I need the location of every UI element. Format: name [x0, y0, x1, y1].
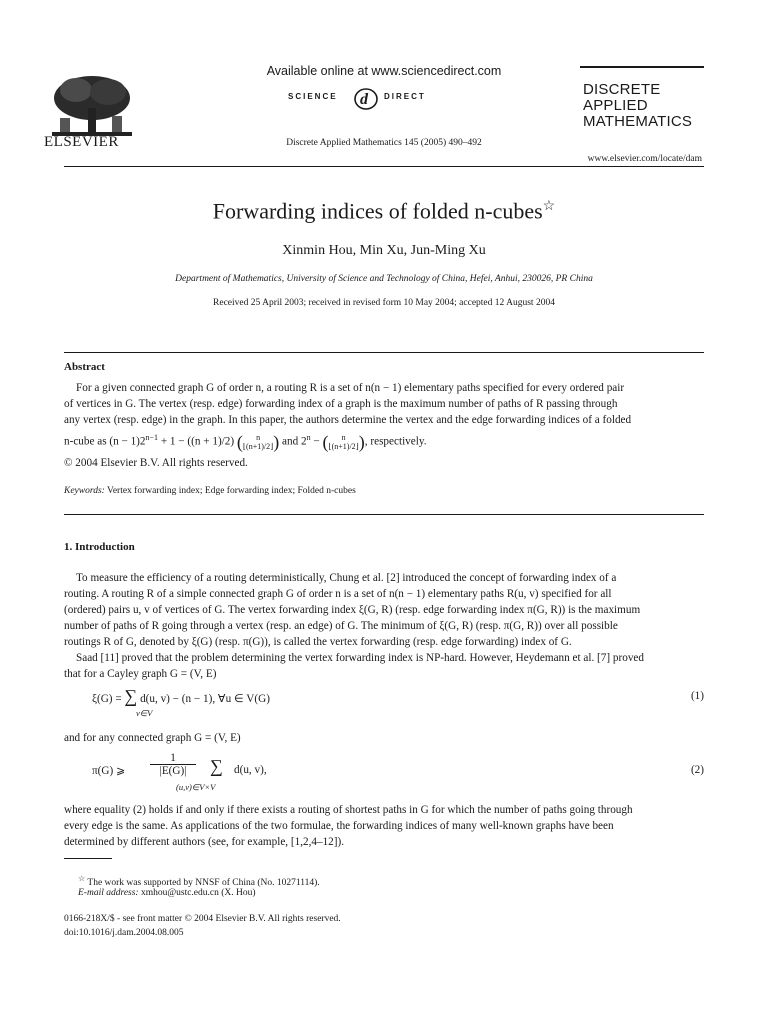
sd-right: DIRECT: [384, 92, 426, 101]
journal-reference: Discrete Applied Mathematics 145 (2005) 490–492: [286, 138, 482, 148]
formula-part: and 2: [282, 435, 307, 448]
intro-line: To measure the efficiency of a routing deterministically, Chung et al. [2] introduced the concept of forwarding index of a: [76, 572, 617, 584]
journal-name: [583, 82, 692, 130]
title-star-icon[interactable]: ☆: [542, 199, 556, 214]
eq2-number: (2): [690, 764, 704, 776]
formula-part: , respectively.: [364, 435, 427, 448]
eq1-number: (1): [690, 690, 704, 702]
binom-close: ): [358, 432, 365, 453]
abstract-line: of vertices in G. The vertex (resp. edge) forwarding index of a graph is the maximum number of paths of R passing through: [64, 398, 618, 410]
footnote-rule: [64, 858, 112, 859]
eq1-lhs: ξ(G) =: [92, 693, 122, 705]
doi[interactable]: doi:10.1016/j.dam.2004.08.005: [64, 928, 184, 938]
eq2-rhs: d(u, v),: [234, 764, 267, 776]
binom-top: n: [256, 433, 261, 443]
journal-url[interactable]: www.elsevier.com/locate/dam: [587, 154, 702, 164]
eq2-sub: (u,v)∈V×V: [176, 782, 216, 792]
journal-name-line: DISCRETE: [583, 81, 661, 98]
keywords-text: Vertex forwarding index; Edge forwarding index; Folded n-cubes: [104, 486, 356, 496]
intro-paragraph: [64, 570, 704, 682]
footnote-text: The work was supported by NNSF of China (No. 10271114).: [87, 878, 320, 889]
intro-line: routings R of G, denoted by ξ(G) (resp. π(G)), is called the vertex forwarding (resp. edge forwarding) index of G.: [64, 636, 572, 648]
eq1-sum: ∑: [124, 686, 138, 706]
publisher-name: ELSEVIER: [44, 134, 119, 150]
available-online: Available online at www.sciencedirect.com: [266, 64, 502, 78]
binom-close: ): [273, 432, 280, 453]
abstract-line-formula: [64, 430, 704, 451]
binom-top: n: [341, 433, 346, 443]
journal-rule: [580, 66, 704, 68]
intro-line: routing. A routing R of a simple connected graph G of order n is a set of n(n − 1) elementary paths R(u, v) specified for all: [64, 588, 612, 600]
intro-line: Saad [11] proved that the problem determining the vertex forwarding index is NP-hard. However, Heydemann et al. [7] proved: [76, 652, 644, 664]
abstract-rule-bottom: [64, 514, 704, 515]
journal-name-line: APPLIED: [583, 97, 648, 114]
header-rule: [64, 166, 704, 167]
abstract-line: any vertex (resp. edge) in the graph. In this paper, the authors determine the vertex and the edge forwarding indices of a folded: [64, 414, 632, 426]
journal-name-line: MATHEMATICS: [583, 113, 693, 130]
front-matter: 0166-218X/$ - see front matter © 2004 Elsevier B.V. All rights reserved.: [64, 914, 341, 924]
section-heading: 1. Introduction: [64, 541, 135, 553]
formula-part: n-cube as (n − 1)2: [64, 435, 146, 448]
intro-line: where equality (2) holds if and only if there exists a routing of shortest paths in G for which the number of paths going through: [64, 804, 633, 816]
keywords-label: Keywords:: [64, 486, 105, 496]
intro-line: that for a Cayley graph G = (V, E): [64, 668, 217, 680]
binom: [243, 433, 273, 451]
eq1-sub: v∈V: [136, 708, 153, 718]
abstract-heading: Abstract: [64, 361, 105, 373]
formula-sup: n: [306, 433, 311, 442]
intro-line: number of paths of R going through a vertex (resp. an edge) of G. The minimum of ξ(G, R) (resp. π(G, R)) over all possible: [64, 620, 618, 632]
sciencedirect-logo: [288, 86, 478, 108]
intro-paragraph-2: [64, 802, 704, 850]
footnote-1: [78, 874, 320, 888]
formula-part: + 1 − ((n + 1)/2): [158, 435, 235, 448]
intro-line: every edge is the same. As applications of the two formulae, the forwarding indices of many well-known graphs have been: [64, 820, 614, 832]
formula-sup: n−1: [145, 433, 159, 442]
abstract-body: [64, 380, 704, 451]
equation-2-lhs: π(G) ⩾: [92, 765, 126, 777]
email-address[interactable]: xmhou@ustc.edu.cn (X. Hou): [138, 888, 256, 898]
binom-open: (: [236, 432, 243, 453]
binom-bottom: ⌊(n+1)/2⌋: [242, 442, 274, 452]
affiliation: Department of Mathematics, University of Science and Technology of China, Hefei, Anhui, 230026, PR China: [175, 274, 593, 284]
copyright: © 2004 Elsevier B.V. All rights reserved.: [64, 457, 248, 469]
abstract-rule-top: [64, 352, 704, 353]
intro-line: determined by different authors (see, for example, [1,2,4–12]).: [64, 836, 345, 848]
intro-line: (ordered) pairs u, v of vertices of G. The vertex forwarding index ξ(G, R) (resp. edge forwarding index π(G, R)) is the maximum: [64, 604, 641, 616]
binom-open: (: [322, 432, 329, 453]
footnote-star-icon: ☆: [78, 874, 86, 883]
eq2-sum: ∑: [210, 756, 223, 776]
binom-bottom: ⌊(n+1)/2⌋: [328, 442, 359, 452]
eq1-rhs: d(u, v) − (n − 1), ∀u ∈ V(G): [140, 693, 270, 705]
binom: [328, 433, 358, 451]
svg-text:d: d: [360, 91, 370, 108]
email-label: E-mail address:: [78, 888, 139, 898]
received-dates: Received 25 April 2003; received in revised form 10 May 2004; accepted 12 August 2004: [213, 298, 555, 308]
sd-left: SCIENCE: [288, 92, 338, 101]
authors: Xinmin Hou, Min Xu, Jun-Ming Xu: [282, 243, 486, 258]
equation-1: [92, 686, 270, 707]
abstract-line: For a given connected graph G of order n, a routing R is a set of n(n − 1) elementary paths specified for every ordered pair: [76, 382, 625, 394]
eq2-frac-bottom: |E(G)|: [159, 765, 187, 777]
paper-title: [0, 198, 768, 224]
eq2-fraction: [150, 752, 196, 777]
keywords: [64, 486, 356, 496]
sd-d-icon: [352, 86, 380, 110]
intro-mid: and for any connected graph G = (V, E): [64, 732, 241, 744]
eq2-frac-top: 1: [150, 752, 196, 765]
title-text: Forwarding indices of folded n-cubes: [212, 198, 543, 224]
formula-part: −: [310, 435, 323, 448]
footnote-email: [78, 888, 256, 898]
